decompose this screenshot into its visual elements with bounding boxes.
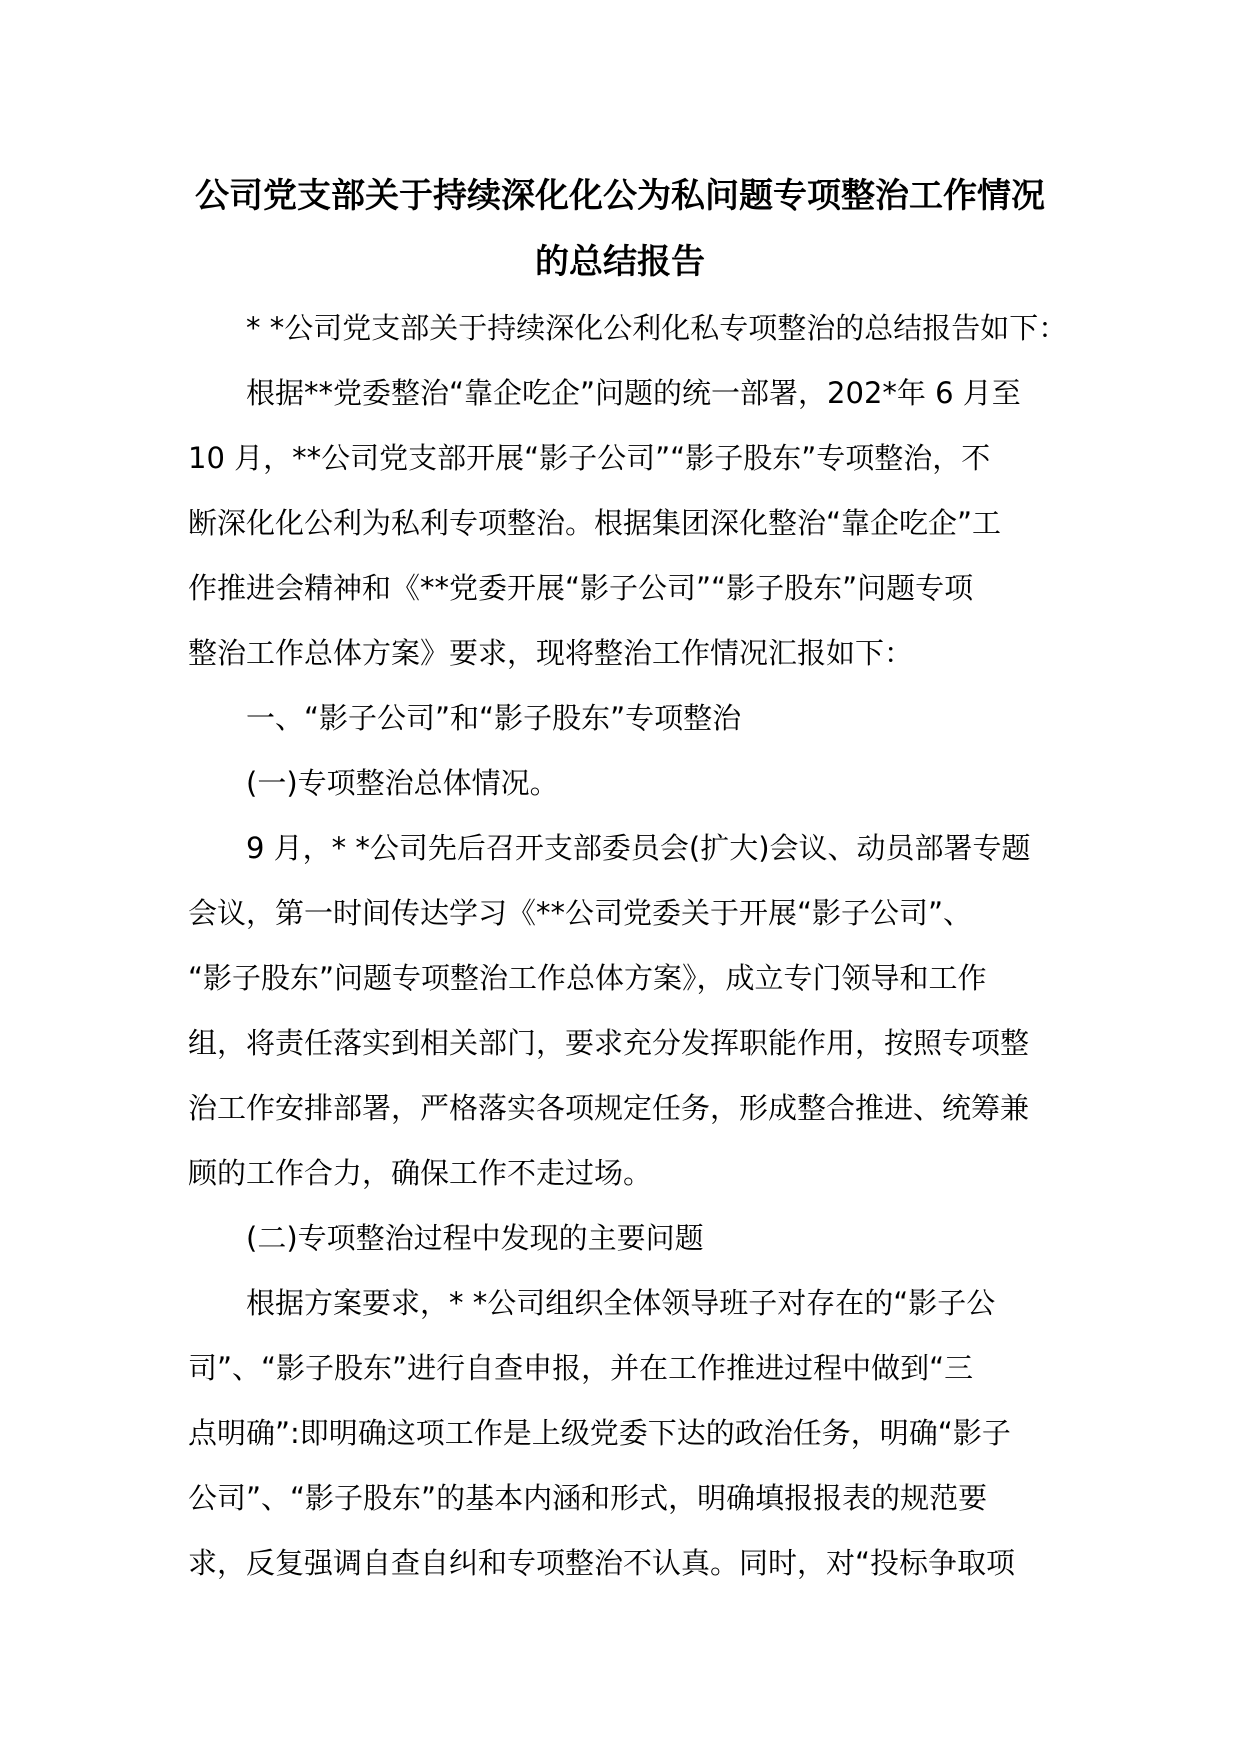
paragraph-2-line-5: 治工作安排部署，严格落实各项规定任务，形成整合推进、统筹兼 <box>188 1091 1030 1125</box>
paragraph-3-line-2: 司”、“影子股东”进行自查申报，并在工作推进过程中做到“三 <box>188 1351 974 1385</box>
paragraph-intro-line: * *公司党支部关于持续深化公利化私专项整治的总结报告如下： <box>246 311 1068 345</box>
section-heading-1: 一、“影子公司”和“影子股东”专项整治 <box>246 701 742 735</box>
paragraph-1-line-2: 10 月，**公司党支部开展“影子公司”“影子股东”专项整治，不 <box>188 441 991 475</box>
subsection-heading-1: (一)专项整治总体情况。 <box>246 766 559 800</box>
document-title-line-1: 公司党支部关于持续深化化公为私问题专项整治工作情况 <box>195 176 1045 216</box>
paragraph-1-line-3: 断深化化公利为私利专项整治。根据集团深化整治“靠企吃企”工 <box>188 506 1002 540</box>
paragraph-3-line-5: 求，反复强调自查自纠和专项整治不认真。同时，对“投标争取项 <box>188 1546 1016 1580</box>
paragraph-3-line-3: 点明确”:即明确这项工作是上级党委下达的政治任务，明确“影子 <box>188 1416 1011 1450</box>
paragraph-3-line-4: 公司”、“影子股东”的基本内涵和形式，明确填报报表的规范要 <box>188 1481 988 1515</box>
paragraph-1-line-1: 根据**党委整治“靠企吃企”问题的统一部署，202*年 6 月至 <box>246 376 1021 410</box>
paragraph-1-line-4: 作推进会精神和《**党委开展“影子公司”“影子股东”问题专项 <box>188 571 974 605</box>
paragraph-2-line-6: 顾的工作合力，确保工作不走过场。 <box>188 1156 653 1190</box>
paragraph-3-line-1: 根据方案要求，* *公司组织全体领导班子对存在的“影子公 <box>246 1286 996 1320</box>
document-title-line-2: 的总结报告 <box>535 242 705 282</box>
paragraph-1-line-5: 整治工作总体方案》要求，现将整治工作情况汇报如下： <box>188 636 914 670</box>
subsection-heading-2: (二)专项整治过程中发现的主要问题 <box>246 1221 704 1255</box>
paragraph-2-line-3: “影子股东”问题专项整治工作总体方案》，成立专门领导和工作 <box>188 961 987 995</box>
paragraph-2-line-4: 组，将责任落实到相关部门，要求充分发挥职能作用，按照专项整 <box>188 1026 1030 1060</box>
paragraph-2-line-2: 会议，第一时间传达学习《**公司党委关于开展“影子公司”、 <box>188 896 973 930</box>
paragraph-2-line-1: 9 月，* *公司先后召开支部委员会(扩大)会议、动员部署专题 <box>246 831 1031 865</box>
